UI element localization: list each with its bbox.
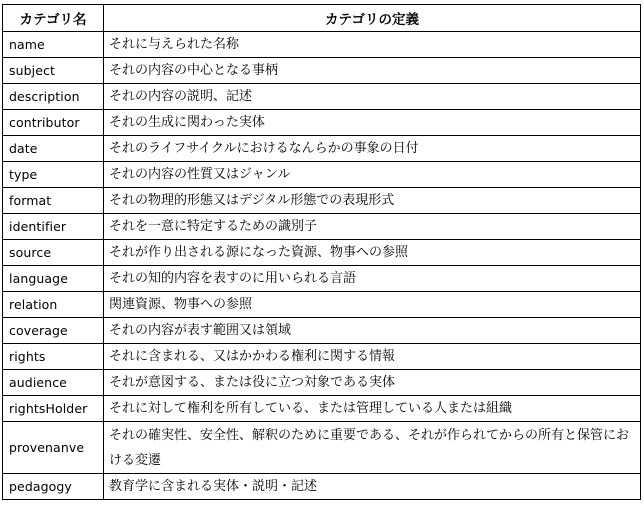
table-row [3, 292, 641, 318]
category-definition-cell: それの生成に関わった実体 [104, 110, 641, 136]
category-name-cell: rightsHolder [3, 396, 104, 422]
category-name-cell: rights [3, 344, 104, 370]
table-row [3, 266, 641, 292]
category-name-cell: audience [3, 370, 104, 396]
category-name-cell: date [3, 136, 104, 162]
category-name-cell: type [3, 162, 104, 188]
category-definition-cell: それが意図する、または役に立つ対象である実体 [104, 370, 641, 396]
category-name-cell: source [3, 240, 104, 266]
category-name-cell: relation [3, 292, 104, 318]
category-name-cell: provenanve [3, 422, 104, 474]
category-definition-cell: それの内容の性質又はジャンル [104, 162, 641, 188]
category-definition-cell: 関連資源、物事への参照 [104, 292, 641, 318]
table-row [3, 318, 641, 344]
category-definition-cell: それに与えられた名称 [104, 32, 641, 58]
category-name-cell: contributor [3, 110, 104, 136]
category-definition-table [2, 4, 641, 500]
header-category-name: カテゴリ名 [3, 5, 104, 32]
category-name-cell: description [3, 84, 104, 110]
table-header [3, 5, 641, 32]
category-definition-cell: それが作り出される源になった資源、物事への参照 [104, 240, 641, 266]
table-row [3, 84, 641, 110]
category-definition-cell: それの内容の説明、記述 [104, 84, 641, 110]
table-row [3, 58, 641, 84]
table-row [3, 240, 641, 266]
category-name-cell: coverage [3, 318, 104, 344]
table-row [3, 32, 641, 58]
category-definition-cell: それのライフサイクルにおけるなんらかの事象の日付 [104, 136, 641, 162]
table-row [3, 370, 641, 396]
category-definition-cell: 教育学に含まれる実体・説明・記述 [104, 474, 641, 500]
category-definition-cell: それに対して権利を所有している、または管理している人または組織 [104, 396, 641, 422]
table-row [3, 214, 641, 240]
category-name-cell: pedagogy [3, 474, 104, 500]
category-name-cell: language [3, 266, 104, 292]
category-name-cell: format [3, 188, 104, 214]
table-row [3, 344, 641, 370]
category-name-cell: name [3, 32, 104, 58]
category-definition-cell: それの確実性、安全性、解釈のために重要である、それが作られてからの所有と保管における変遷 [104, 422, 641, 474]
category-definition-cell: それに含まれる、又はかかわる権利に関する情報 [104, 344, 641, 370]
header-category-definition: カテゴリの定義 [104, 5, 641, 32]
category-name-cell: subject [3, 58, 104, 84]
table-row [3, 474, 641, 500]
category-definition-cell: それの物理的形態又はデジタル形態での表現形式 [104, 188, 641, 214]
table-row [3, 422, 641, 474]
table-row [3, 136, 641, 162]
category-definition-cell: それの内容の中心となる事柄 [104, 58, 641, 84]
category-definition-cell: それの知的内容を表すのに用いられる言語 [104, 266, 641, 292]
table-body [3, 32, 641, 500]
table-row [3, 110, 641, 136]
table-row [3, 162, 641, 188]
category-name-cell: identifier [3, 214, 104, 240]
table-row [3, 396, 641, 422]
table-row [3, 188, 641, 214]
category-definition-cell: それを一意に特定するための識別子 [104, 214, 641, 240]
header-row [3, 5, 641, 32]
category-definition-cell: それの内容が表す範囲又は領域 [104, 318, 641, 344]
